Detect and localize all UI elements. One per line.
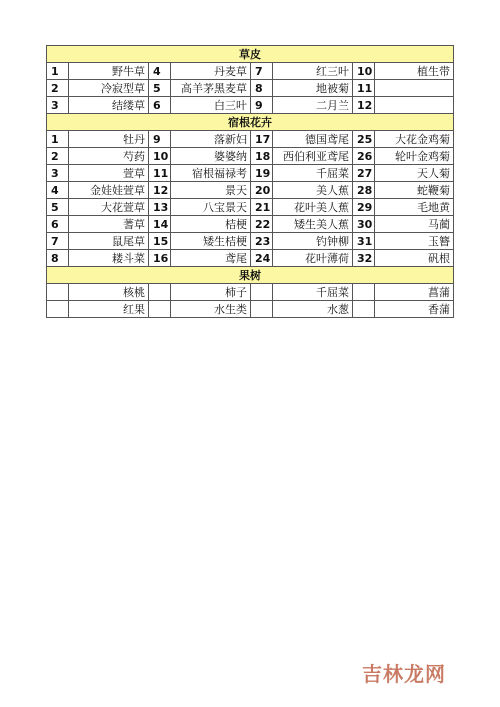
item-number: 30 <box>353 216 375 233</box>
plant-name: 地被菊 <box>273 80 353 97</box>
item-number: 31 <box>353 233 375 250</box>
plant-name: 八宝景天 <box>171 199 251 216</box>
item-number <box>353 301 375 318</box>
plant-name: 矮生桔梗 <box>171 233 251 250</box>
item-number: 19 <box>251 165 273 182</box>
item-number: 20 <box>251 182 273 199</box>
item-number: 12 <box>353 97 375 114</box>
item-number <box>149 301 171 318</box>
plant-name: 玉簪 <box>375 233 454 250</box>
table-row <box>47 301 454 318</box>
plant-name: 丹麦草 <box>171 63 251 80</box>
table-row <box>47 97 454 114</box>
section-header-row <box>47 114 454 131</box>
item-number: 22 <box>251 216 273 233</box>
plant-name: 水生类 <box>171 301 251 318</box>
item-number: 25 <box>353 131 375 148</box>
plant-name: 轮叶金鸡菊 <box>375 148 454 165</box>
item-number: 26 <box>353 148 375 165</box>
plant-name: 大花萱草 <box>69 199 149 216</box>
plant-name: 马蔺 <box>375 216 454 233</box>
plant-name: 萱草 <box>69 165 149 182</box>
plant-name: 高羊茅黑麦草 <box>171 80 251 97</box>
section-title: 草皮 <box>47 46 454 63</box>
plant-name: 蛇鞭菊 <box>375 182 454 199</box>
plant-name: 天人菊 <box>375 165 454 182</box>
plant-table <box>46 45 454 318</box>
plant-name: 宿根福禄考 <box>171 165 251 182</box>
table-row <box>47 80 454 97</box>
item-number: 6 <box>47 216 69 233</box>
plant-name: 白三叶 <box>171 97 251 114</box>
table-row <box>47 199 454 216</box>
item-number: 5 <box>47 199 69 216</box>
plant-name: 红三叶 <box>273 63 353 80</box>
plant-name: 牡丹 <box>69 131 149 148</box>
section-title: 宿根花卉 <box>47 114 454 131</box>
item-number: 2 <box>47 148 69 165</box>
table-row <box>47 182 454 199</box>
plant-table-body <box>47 46 454 318</box>
plant-name: 大花金鸡菊 <box>375 131 454 148</box>
plant-name: 水葱 <box>273 301 353 318</box>
item-number: 10 <box>353 63 375 80</box>
item-number: 3 <box>47 165 69 182</box>
plant-name: 花叶美人蕉 <box>273 199 353 216</box>
section-header-row <box>47 46 454 63</box>
plant-name: 核桃 <box>69 284 149 301</box>
item-number: 3 <box>47 97 69 114</box>
plant-name: 菖蒲 <box>375 284 454 301</box>
plant-name: 景天 <box>171 182 251 199</box>
plant-name: 钓钟柳 <box>273 233 353 250</box>
plant-name: 香蒲 <box>375 301 454 318</box>
item-number: 2 <box>47 80 69 97</box>
plant-name: 美人蕉 <box>273 182 353 199</box>
table-row <box>47 131 454 148</box>
plant-name: 花叶薄荷 <box>273 250 353 267</box>
table-row <box>47 165 454 182</box>
item-number: 15 <box>149 233 171 250</box>
table-row <box>47 284 454 301</box>
item-number <box>251 301 273 318</box>
plant-name: 蓍草 <box>69 216 149 233</box>
plant-name: 德国鸢尾 <box>273 131 353 148</box>
item-number: 11 <box>149 165 171 182</box>
item-number: 14 <box>149 216 171 233</box>
item-number: 23 <box>251 233 273 250</box>
plant-name: 结缕草 <box>69 97 149 114</box>
item-number: 28 <box>353 182 375 199</box>
table-row <box>47 63 454 80</box>
plant-name: 野牛草 <box>69 63 149 80</box>
item-number <box>251 284 273 301</box>
item-number: 24 <box>251 250 273 267</box>
item-number: 27 <box>353 165 375 182</box>
item-number: 7 <box>251 63 273 80</box>
plant-name <box>375 80 454 97</box>
plant-name: 落新妇 <box>171 131 251 148</box>
plant-name: 毛地黄 <box>375 199 454 216</box>
plant-name: 红果 <box>69 301 149 318</box>
item-number: 13 <box>149 199 171 216</box>
item-number: 11 <box>353 80 375 97</box>
plant-name: 西伯利亚鸢尾 <box>273 148 353 165</box>
item-number: 16 <box>149 250 171 267</box>
item-number <box>149 284 171 301</box>
table-row <box>47 216 454 233</box>
item-number: 21 <box>251 199 273 216</box>
item-number: 8 <box>251 80 273 97</box>
plant-name: 桔梗 <box>171 216 251 233</box>
item-number: 17 <box>251 131 273 148</box>
item-number: 10 <box>149 148 171 165</box>
plant-name: 金娃娃萱草 <box>69 182 149 199</box>
plant-name: 婆婆纳 <box>171 148 251 165</box>
plant-name: 鼠尾草 <box>69 233 149 250</box>
table-row <box>47 233 454 250</box>
item-number: 7 <box>47 233 69 250</box>
plant-name: 耧斗菜 <box>69 250 149 267</box>
section-header-row <box>47 267 454 284</box>
plant-name <box>375 97 454 114</box>
item-number: 9 <box>251 97 273 114</box>
item-number <box>353 284 375 301</box>
item-number: 9 <box>149 131 171 148</box>
item-number: 1 <box>47 63 69 80</box>
item-number <box>47 301 69 318</box>
plant-name: 鸢尾 <box>171 250 251 267</box>
item-number: 4 <box>47 182 69 199</box>
section-title: 果树 <box>47 267 454 284</box>
table-row <box>47 148 454 165</box>
plant-name: 千屈菜 <box>273 165 353 182</box>
plant-name: 芍药 <box>69 148 149 165</box>
item-number <box>47 284 69 301</box>
item-number: 8 <box>47 250 69 267</box>
plant-name: 矮生美人蕉 <box>273 216 353 233</box>
plant-name: 千屈菜 <box>273 284 353 301</box>
plant-name: 矾根 <box>375 250 454 267</box>
plant-name: 二月兰 <box>273 97 353 114</box>
item-number: 4 <box>149 63 171 80</box>
item-number: 18 <box>251 148 273 165</box>
item-number: 32 <box>353 250 375 267</box>
plant-name: 柿子 <box>171 284 251 301</box>
item-number: 12 <box>149 182 171 199</box>
plant-name: 植生带 <box>375 63 454 80</box>
item-number: 6 <box>149 97 171 114</box>
item-number: 1 <box>47 131 69 148</box>
item-number: 5 <box>149 80 171 97</box>
item-number: 29 <box>353 199 375 216</box>
table-row <box>47 250 454 267</box>
site-watermark: 吉林龙网 <box>362 662 446 686</box>
plant-name: 冷寂型草 <box>69 80 149 97</box>
